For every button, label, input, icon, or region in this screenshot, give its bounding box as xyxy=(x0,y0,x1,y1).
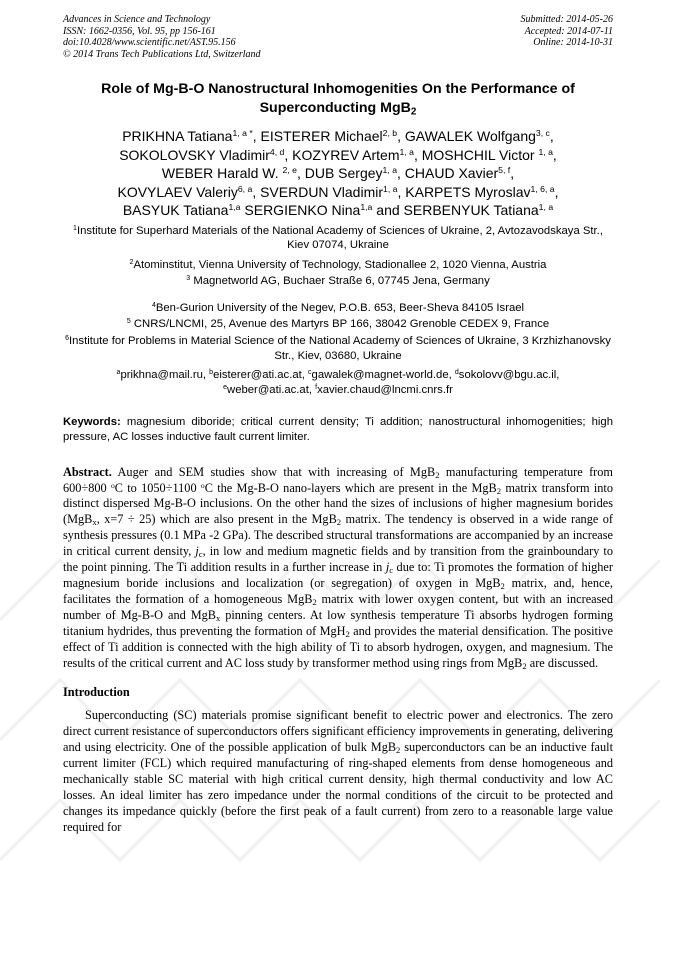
abstract-sub: 2 xyxy=(336,517,342,528)
author-affil: 1, a xyxy=(383,183,398,194)
author-name: , KARPETS Myroslav xyxy=(397,183,531,200)
affiliation-list xyxy=(63,224,613,398)
email-address: gawalek@magnet-world.de, xyxy=(311,369,455,382)
intro-text: superconductors can be an inductive fault current limiter (FCL) which required manufacturing of ring-shaped elements from dense homogeneous and mechanically stable SC material with high critical current density, high thermal conductivity and low AC losses. An ideal limiter has zero impedance under the normal conditions of the circuit to be protected and changes its impedance quickly (before the first peak of a fault current) from zero to a reasonable large value required for xyxy=(63,740,613,834)
affil-number: 6 xyxy=(65,335,69,343)
author-name: PRIKHNA Tatiana xyxy=(122,128,233,144)
affil-number: 1 xyxy=(73,224,77,232)
title-line-2 xyxy=(63,99,613,118)
author-affil: 1, 6, a xyxy=(530,183,555,194)
author-affil: 4, d xyxy=(269,146,285,157)
author-affil: 3, c xyxy=(535,128,550,139)
abstract-text: , in low and medium magnetic fields and by transition from the grainboundary to the point pinning. The Ti addition results in a further increase in xyxy=(63,544,613,575)
affil-text: Ben-Gurion University of the Negev, P.O.B. 653, Beer-Sheva 84105 Israel xyxy=(155,301,525,314)
abstract-sub: 2 xyxy=(500,581,505,592)
abstract-sub: c xyxy=(389,565,394,576)
affil-text: Institute for Superhard Materials of the National Academy of Sciences of Ukraine, 2, Avtozavodskaya Str., Kiev 07074, Ukraine xyxy=(76,224,603,252)
author-affil: 1, a xyxy=(399,146,414,157)
email-marker: e xyxy=(223,384,228,391)
intro-sub: 2 xyxy=(396,745,401,756)
author-affil: 1, a xyxy=(538,146,553,157)
author-name: , EISTERER Michael xyxy=(252,128,383,144)
abstract-sup: o xyxy=(200,480,205,490)
author-name: and SERBENYUK Tatiana xyxy=(372,202,539,218)
abstract-sub: 2 xyxy=(522,660,527,671)
keywords xyxy=(63,415,613,444)
affil-text: CNRS/LNCMI, 25, Avenue des Martyrs BP 166, 38042 Grenoble CEDEX 9, France xyxy=(130,318,550,331)
author-name: , KOZYREV Artem xyxy=(284,146,400,163)
author-affil: 5, f xyxy=(498,165,511,176)
email-address: sokolovv@bgu.ac.il, xyxy=(458,369,560,382)
affil-text: Atominstitut, Vienna University of Technology, Stadionallee 2, 1020 Vienna, Austria xyxy=(133,258,547,271)
abstract-text: matrix. The tendency is observed in a wide range of synthesis pressures (0.1 MPa -2 GPa). The described structural transformations are accompanied by an increase in critical current density, xyxy=(63,512,613,559)
author-affil: 1, a xyxy=(538,202,554,213)
affiliation-6 xyxy=(63,334,613,363)
author-line-2: SOKOLOVSKY Vladimir$^{4, d}$, KOZYREV Artem$^{1, a}$, MOSHCHIL Victor $^{1, a}$, xyxy=(119,146,557,163)
author-name: WEBER Harald W. xyxy=(161,165,283,181)
affiliation-4 xyxy=(63,301,613,316)
paper-page xyxy=(63,14,613,836)
affil-text: Magnetworld AG, Buchaer Straße 6, 07745 Jena, Germany xyxy=(190,275,490,288)
submitted-date: Submitted: 2014-05-26 xyxy=(520,14,613,25)
doi: doi:10.4028/www.scientific.net/AST.95.156 xyxy=(63,37,236,48)
email-address: prikhna@mail.ru, xyxy=(120,369,210,382)
abstract-text: pinning centers. At low synthesis temperature Ti absorbs hydrogen forming titanium hydrides, thus preventing the formation of MgH xyxy=(63,607,613,638)
affil-number: 3 xyxy=(186,275,191,283)
author-affil: 2, e xyxy=(282,165,297,176)
keywords-label: Keywords: xyxy=(63,416,121,429)
author-name: KOVYLAEV Valeriy xyxy=(117,183,238,200)
author-affil: 1,a xyxy=(360,202,373,213)
affiliation-2 xyxy=(63,258,613,273)
abstract-text: matrix, and, hence, facilitates the formation of a homogeneous MgB xyxy=(63,575,613,606)
abstract-text: C to 1050÷1100 xyxy=(114,480,201,495)
publication-header xyxy=(63,14,613,60)
author-name: , MOSHCHIL Victor xyxy=(413,146,539,163)
author-affil: 1, a * xyxy=(232,128,253,139)
abstract-italic: j xyxy=(195,544,199,559)
abstract-sub: x xyxy=(92,517,97,528)
abstract-italic: j xyxy=(385,560,390,575)
email-marker: b xyxy=(209,369,214,377)
title-subscript: 2 xyxy=(410,106,417,118)
affiliation-5 xyxy=(63,317,613,332)
abstract-sub: 2 xyxy=(345,628,350,639)
abstract-sub: 2 xyxy=(496,485,502,496)
introduction-heading: Introduction xyxy=(63,685,130,700)
abstract-text: matrix with lower oxygen content, but with an increased number of Mg-B-O and MgB xyxy=(63,591,613,622)
author-affil: 1, a xyxy=(382,165,398,176)
author-affil: 1,a xyxy=(228,202,241,213)
author-affil: 2, b xyxy=(382,128,398,139)
publication-dates xyxy=(521,14,614,60)
abstract-label: Abstract. xyxy=(63,464,112,479)
author-name: BASYUK Tatiana xyxy=(122,202,229,218)
email-marker: d xyxy=(454,369,459,377)
abstract-sub: 2 xyxy=(435,469,440,480)
introduction-text xyxy=(63,708,613,835)
author-affil: 6, a xyxy=(237,183,253,194)
abstract-text: due to: Ti promotes the formation of higher magnesium boride inclusions and localization (or segregation) of oxygen in MgB xyxy=(63,560,613,590)
abstract-sub: x xyxy=(215,612,221,623)
author-name: , GAWALEK Wolfgang xyxy=(397,128,536,144)
email-marker: f xyxy=(315,384,318,391)
affiliation-3 xyxy=(63,274,613,289)
abstract-text: and provides the material densification. The positive effect of Ti addition is connected with the high ability of Ti to absorb hydrogen, oxygen, and magnesium. The results of the critical current and AC loss study by transformer method using rings from MgB xyxy=(63,623,613,670)
author-line-1: PRIKHNA Tatiana$^{1, a *}$, EISTERER Michael$^{2, b}$, GAWALEK Wolfgang$^{3, c}$, xyxy=(122,128,554,144)
email-list xyxy=(63,368,613,397)
affil-number: 5 xyxy=(126,318,131,326)
affil-number: 4 xyxy=(151,302,156,310)
author-name: SOKOLOVSKY Vladimir xyxy=(119,146,270,163)
online-date: Online: 2014-10-31 xyxy=(533,37,613,48)
author-name: , CHAUD Xavier xyxy=(397,165,499,181)
abstract xyxy=(63,465,613,672)
intro-text: Superconducting (SC) materials promise significant benefit to electric power and electronics. The zero direct current resistance of superconductors offers significant efficiency improvements in generating, delivering and using electricity. One of the possible application of bulk MgB xyxy=(63,708,613,755)
affil-text: Institute for Problems in Material Science of the National Academy of Sciences of Ukraine, 3 Krzhizhanovsky Str., Kiev, 03680, Ukraine xyxy=(69,335,611,362)
keywords-text: magnesium diboride; critical current density; Ti addition; nanostructural inhomogenities; high pressure, AC losses inductive fault current limiter. xyxy=(63,416,613,444)
abstract-text: , x=7 ÷ 25) which are also present in the MgB xyxy=(96,512,337,527)
email-address: weber@ati.ac.at, xyxy=(227,383,316,396)
abstract-sub: 2 xyxy=(312,597,317,608)
abstract-text: C the Mg-B-O nano-layers which are present in the MgB xyxy=(204,480,497,495)
author-name: , DUB Sergey xyxy=(296,165,383,181)
accepted-date: Accepted: 2014-07-11 xyxy=(524,25,613,37)
abstract-text: are discussed. xyxy=(526,655,599,670)
issn: ISSN: 1662-0356, Vol. 95, pp 156-161 xyxy=(63,25,216,37)
journal-name: Advances in Science and Technology xyxy=(63,14,211,25)
copyright: © 2014 Trans Tech Publications Ltd, Switzerland xyxy=(63,48,261,60)
author-name: , SVERDUN Vladimir xyxy=(252,183,384,200)
abstract-sub: c xyxy=(198,549,203,560)
author-line-4: KOVYLAEV Valeriy$^{6, a}$, SVERDUN Vladimir$^{1, a}$, KARPETS Myroslav$^{1, 6, a}$, xyxy=(117,183,559,200)
author-line-3: WEBER Harald W. $^{2, e}$, DUB Sergey$^{1, a}$, CHAUD Xavier$^{5, f}$, xyxy=(161,165,515,181)
abstract-sup: o xyxy=(110,480,115,490)
abstract-text: matrix transform into distinct dispersed Mg-B-O inclusions. On the other hand the sizes of inclusions of higher magnesium borides (MgB xyxy=(63,480,613,527)
author-line-5 xyxy=(63,201,613,220)
email-marker: c xyxy=(308,369,312,377)
paper-title xyxy=(63,80,613,118)
affil-number: 2 xyxy=(129,258,134,266)
abstract-text: manufacturing temperature from 600÷800 xyxy=(63,464,613,495)
affiliation-1 xyxy=(63,224,613,253)
email-address: xavier.chaud@lncmi.cnrs.fr xyxy=(317,383,453,396)
author-name: SERGIENKO Nina xyxy=(240,202,361,218)
author-list xyxy=(63,127,613,220)
email-marker: a xyxy=(116,369,121,377)
abstract-text: Auger and SEM studies show that with increasing of MgB xyxy=(111,464,436,479)
title-text: Superconducting MgB xyxy=(259,100,411,116)
email-address: eisterer@ati.ac.at, xyxy=(213,369,309,382)
title-line-1: Role of Mg-B-O Nanostructural Inhomogenities On the Performance of xyxy=(101,81,575,97)
publication-info xyxy=(63,14,261,60)
